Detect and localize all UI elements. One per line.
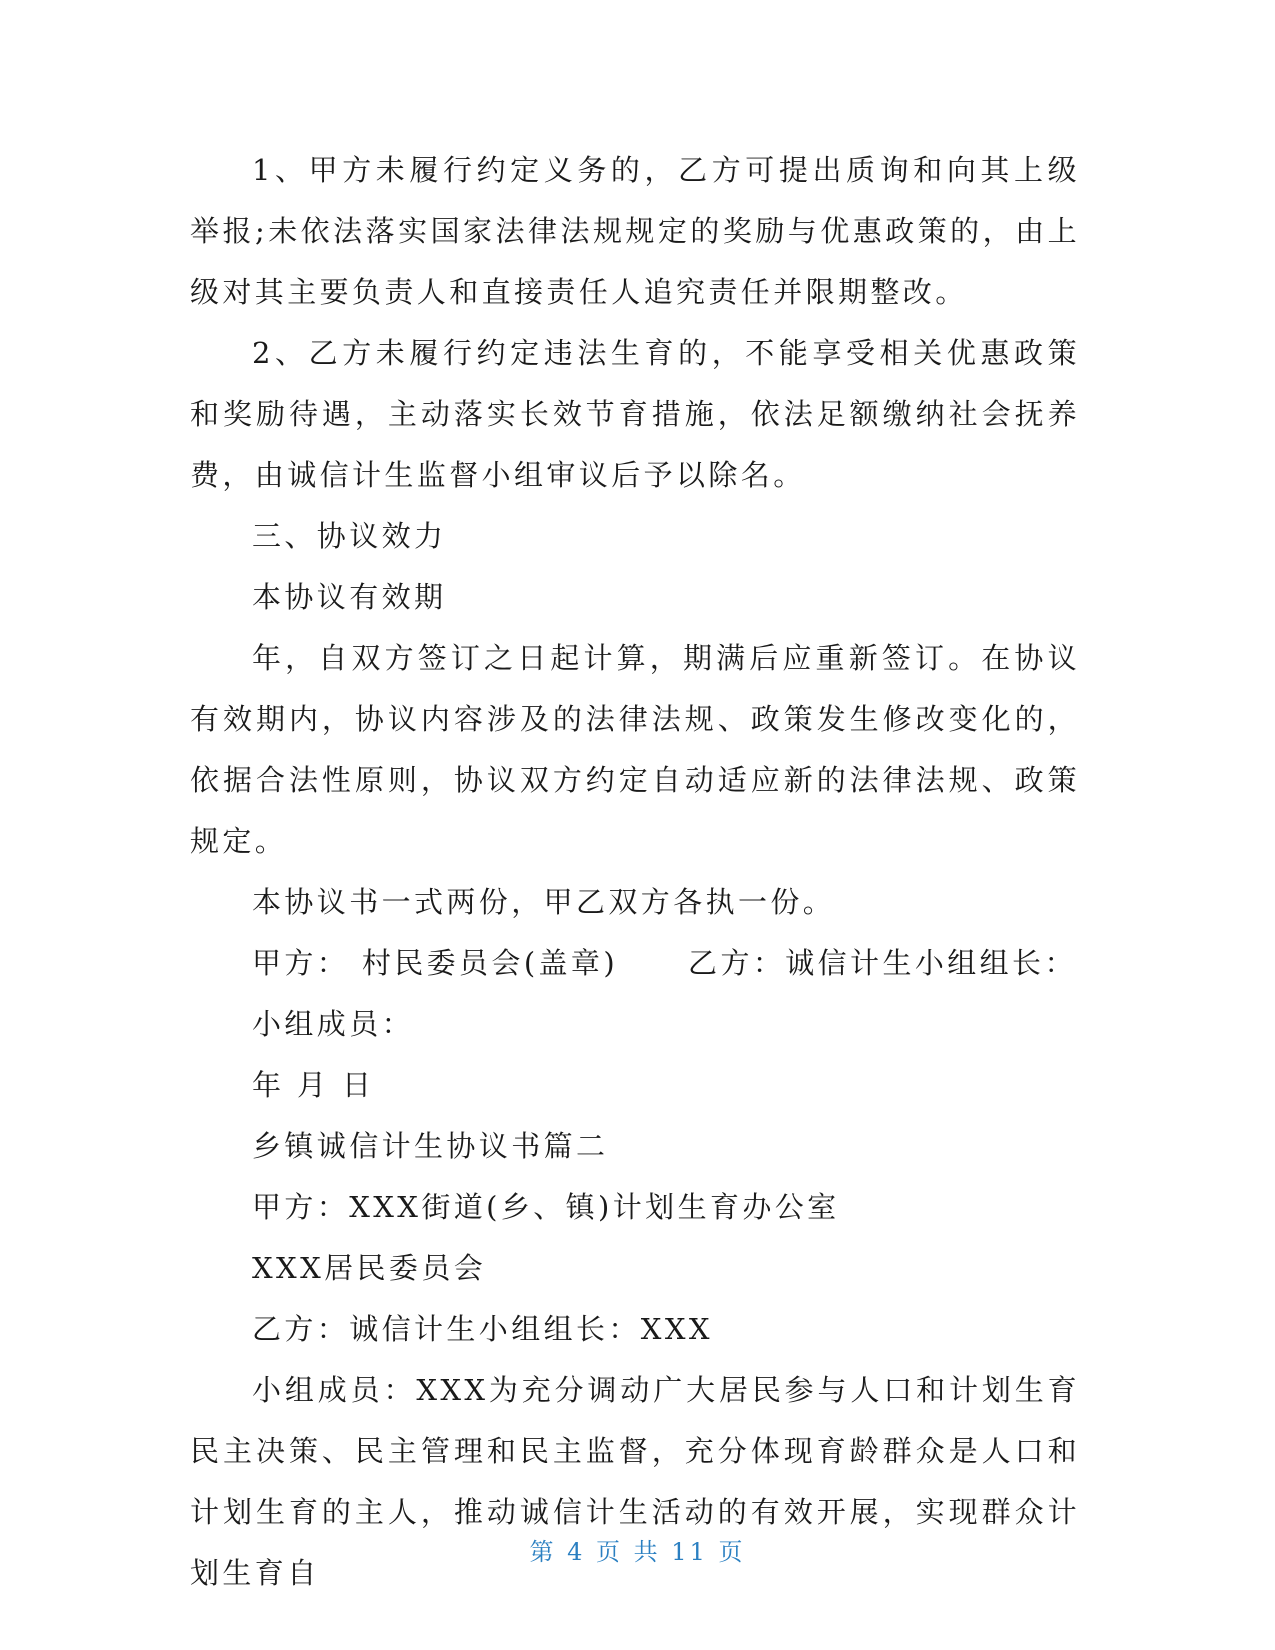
document-body — [190, 140, 1080, 1604]
paragraph-clause-1: 1、甲方未履行约定义务的，乙方可提出质询和向其上级举报;未依法落实国家法律法规规定的奖励与优惠政策的，由上级对其主要负责人和直接责任人追究责任并限期整改。 — [190, 153, 1080, 309]
paragraph-copies: 本协议书一式两份，甲乙双方各执一份。 — [252, 885, 836, 919]
date-line: 年 月 日 — [252, 1068, 375, 1102]
signature-row — [190, 933, 1080, 994]
section-title-part-two: 乡镇诚信计生协议书篇二 — [252, 1129, 609, 1163]
party-a-signature: 甲方： 村民委员会(盖章) — [252, 946, 619, 980]
group-members-label: 小组成员： — [252, 1007, 415, 1041]
paragraph-validity-period: 本协议有效期 — [252, 580, 447, 614]
paragraph-validity-terms: 年，自双方签订之日起计算，期满后应重新签订。在协议有效期内，协议内容涉及的法律法规、政策发生修改变化的，依据合法性原则，协议双方约定自动适应新的法律法规、政策规定。 — [190, 641, 1080, 858]
party-a-office: 甲方：XXX街道(乡、镇)计划生育办公室 — [252, 1190, 840, 1224]
party-a-committee: XXX居民委员会 — [252, 1251, 487, 1285]
page-number-footer: 第 4 页 共 11 页 — [529, 1538, 746, 1566]
paragraph-clause-2: 2、乙方未履行约定违法生育的，不能享受相关优惠政策和奖励待遇，主动落实长效节育措施，依法足额缴纳社会抚养费，由诚信计生监督小组审议后予以除名。 — [190, 336, 1080, 492]
section-heading-agreement-validity: 三、协议效力 — [252, 519, 447, 553]
party-b-signature: 乙方：诚信计生小组组长： — [688, 946, 1077, 980]
party-b-leader: 乙方：诚信计生小组组长：XXX — [252, 1312, 713, 1346]
paragraph-members-purpose: 小组成员：XXX为充分调动广大居民参与人口和计划生育民主决策、民主管理和民主监督，充分体现育龄群众是人口和计划生育的主人，推动诚信计生活动的有效开展，实现群众计划生育自 — [190, 1373, 1080, 1590]
